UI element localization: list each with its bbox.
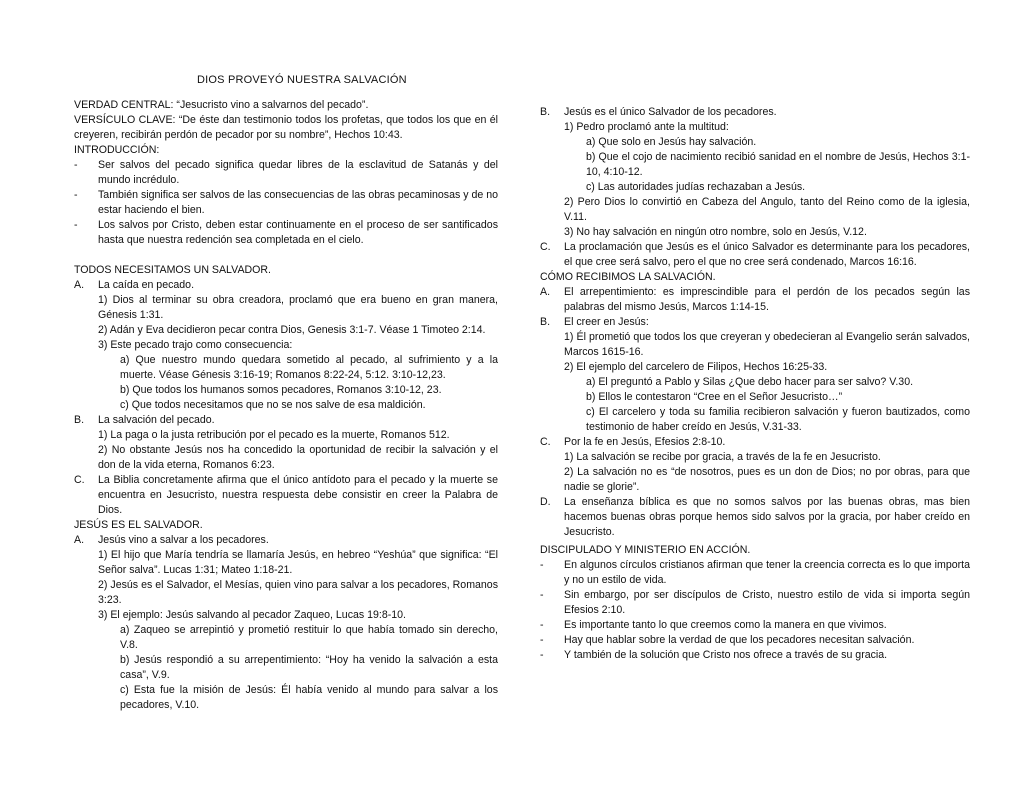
section-heading: CÓMO RECIBIMOS LA SALVACIÓN. bbox=[540, 271, 716, 283]
verdad-central: VERDAD CENTRAL: “Jesucristo vino a salvarnos del pecado”. VERSÍCULO CLAVE: “De éste dan testimonio todos los profetas, que todos los que en él creyeren, recibirán perdón de pecador por su nombre”, Hechos 10:43. INTRODUCCIÓN: - Ser salvos del pecado significa quedar libres de la esclavitud de Satanás y del mundo incrédulo. - También significa ser salvos de las consecuencias de las obras pecaminosas y de no estar haciendo el bien. - Los salvos por Cristo, deben estar continuamente en el proceso de ser santificados hasta que nuestra redención sea completada en el cielo. bbox=[74, 99, 498, 246]
section-heading: TODOS NECESITAMOS UN SALVADOR. bbox=[74, 264, 271, 276]
disc-item: - En algunos círculos cristianos afirman que tener la creencia correcta es lo que importa y no un estilo de vida. bbox=[540, 559, 970, 586]
intro-item: - Ser salvos del pecado significa quedar libres de la esclavitud de Satanás y del mundo incrédulo. bbox=[74, 159, 498, 186]
section-heading: JESÚS ES EL SALVADOR. bbox=[74, 519, 203, 531]
intro-item: - Los salvos por Cristo, deben estar continuamente en el proceso de ser santificados hasta que nuestra redención sea completada en el cielo. bbox=[74, 219, 498, 246]
section-heading: DISCIPULADO Y MINISTERIO EN ACCIÓN. bbox=[540, 544, 751, 556]
section-discipulado bbox=[540, 543, 970, 663]
page-title: DIOS PROVEYÓ NUESTRA SALVACIÓN bbox=[197, 74, 407, 86]
versiculo-clave: VERSÍCULO CLAVE: “De éste dan testimonio todos los profetas, que todos los que en él creyeren, recibirán perdón de pecador por su nombre”, Hechos 10:43. bbox=[74, 114, 498, 141]
section-unico-salvador: B. Jesús es el único Salvador de los pecadores. 1) Pedro proclamó ante la multitud: a) Que solo en Jesús hay salvación. b) Que el cojo de nacimiento recibió sanidad en el nombre de Jesús, Hechos 3:1-10, 4:10-12. c) Las autoridades judías rechazaban a Jesús. 2) Pero Dios lo convirtió en Cabeza del Angulo, tanto del Reino como de la iglesia, V.11. 3) No hay salvación en ningún otro nombre, solo en Jesús, V.12. C. La proclamación que Jesús es el único Salvador es determinante para los pecadores, el que cree será salvo, pero el que no cree será condenado, Marcos 16:16. CÓMO RECIBIMOS LA SALVACIÓN. A. El arrepentimiento: es imprescindible para el perdón de los pecados según las palabras del mismo Jesús, Marcos 1:14-15. B. El creer en Jesús: 1) Él prometió que todos los que creyeran y obedecieran al Evangelio serán salvados, Marcos 1615-16. 2) El ejemplo del carcelero de Filipos, Hechos 16:25-33. a) El preguntó a Pablo y Silas ¿Que debo hacer para ser salvo? V.30. b) Ellos le contestaron “Cree en el Señor Jesucristo…” c) El carcelero y toda su familia recibieron salvación y fueron bautizados, como testimonio de haber creído en Jesús, V.31-33. C. Por la fe en Jesús, Efesios 2:8-10. 1) La salvación se recibe por gracia, a través de la fe en Jesucristo. 2) La salvación no es “de nosotros, pues es un don de Dios; no por obras, para que nadie se glorie”. D. La enseñanza bíblica es que no somos salvos por las buenas obras, mas bien hacemos buenas obras porque hemos sido salvos por la gracia, por haber creído en Jesucristo. bbox=[540, 106, 970, 538]
intro-item: - También significa ser salvos de las consecuencias de las obras pecaminosas y de no estar haciendo el bien. bbox=[74, 189, 498, 216]
section-todos: TODOS NECESITAMOS UN SALVADOR. A. La caída en pecado. 1) Dios al terminar su obra creadora, proclamó que era bueno en gran manera, Génesis 1:31. 2) Adán y Eva decidieron pecar contra Dios, Genesis 3:1-7. Véase 1 Timoteo 2:14. 3) Este pecado trajo como consecuencia: a) Que nuestro mundo quedara sometido al pecado, al sufrimiento y a la muerte. Véase Génesis 3:16-19; Romanos 8:22-24, 5:12. 3:10-12,23. b) Que todos los humanos somos pecadores, Romanos 3:10-12, 23. c) Que todos necesitamos que no se nos salve de esa maldición. B. La salvación del pecado. 1) La paga o la justa retribución por el pecado es la muerte, Romanos 512. 2) No obstante Jesús nos ha concedido la oportunidad de recibir la salvación y el don de la vida eterna, Romanos 6:23. C. La Biblia concretamente afirma que el único antídoto para el pecado y la muerte se encuentra en Jesucristo, nuestra respuesta debe consistir en creer la Palabra de Dios. JESÚS ES EL SALVADOR. A. Jesús vino a salvar a los pecadores. 1) El hijo que María tendría se llamaría Jesús, en hebreo “Yeshúa” que significa: “El Señor salva”. Lucas 1:31; Mateo 1:18-21. 2) Jesús es el Salvador, el Mesías, quien vino para salvar a los pecadores, Romanos 3:23. 3) El ejemplo: Jesús salvando al pecador Zaqueo, Lucas 19:8-10. a) Zaqueo se arrepintió y prometió restituir lo que había tomado sin derecho, V.8. b) Jesús respondió a su arrepentimiento: “Hoy ha venido la salvación a esta casa”, V.9. c) Esta fue la misión de Jesús: Él había venido al mundo para salvar a los pecadores, V.10. bbox=[74, 264, 498, 711]
disc-item: - Y también de la solución que Cristo nos ofrece a través de su gracia. bbox=[540, 649, 888, 661]
disc-item: - Hay que hablar sobre la verdad de que los pecadores necesitan salvación. bbox=[540, 634, 915, 646]
disc-item: - Es importante tanto lo que creemos como la manera en que vivimos. bbox=[540, 619, 887, 631]
intro-heading: INTRODUCCIÓN: bbox=[74, 144, 160, 156]
disc-item: - Sin embargo, por ser discípulos de Cristo, nuestro estilo de vida si importa según Efesios 2:10. bbox=[540, 589, 970, 616]
